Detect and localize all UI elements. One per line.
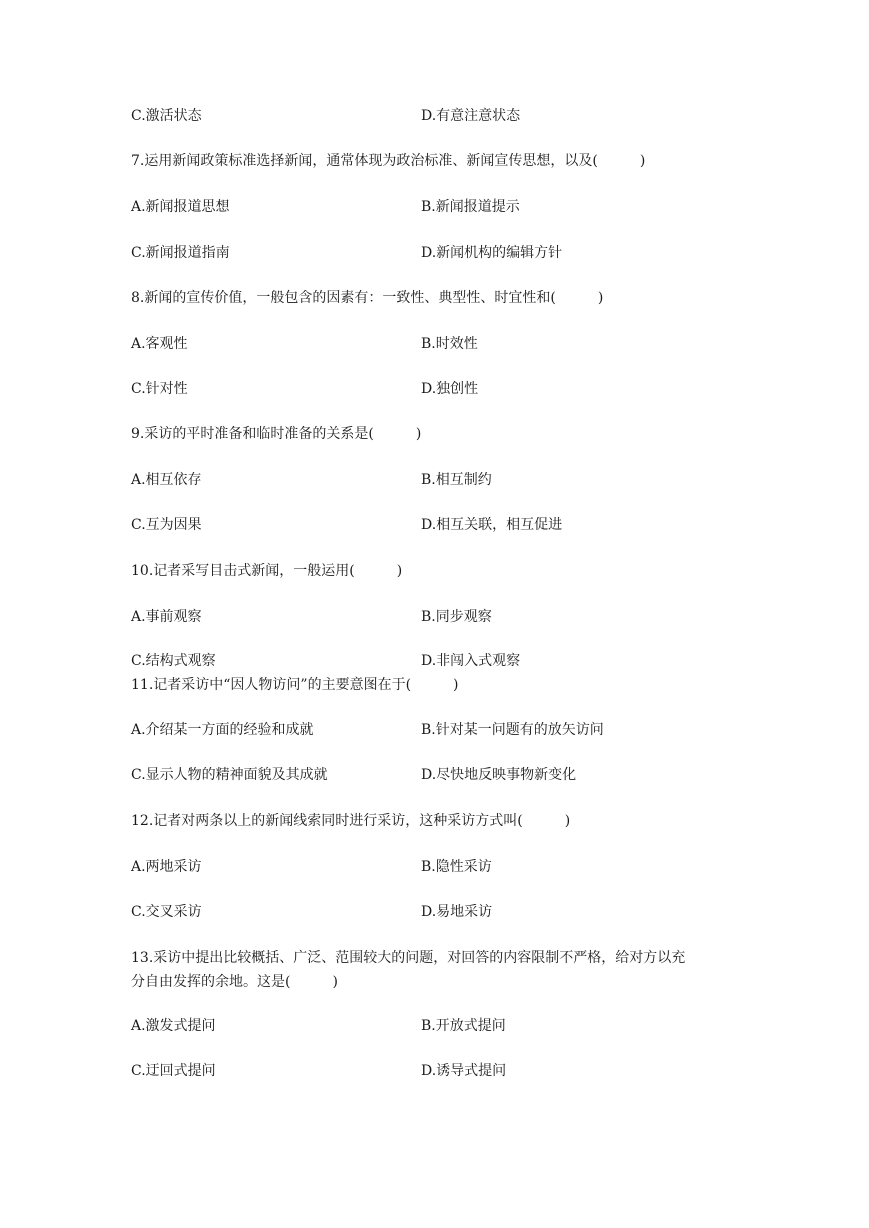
q8-option-b: B.时效性 <box>421 336 478 352</box>
q9-option-c: C.互为因果 <box>131 517 202 533</box>
q10-option-a: A.事前观察 <box>131 609 202 625</box>
q9-option-b: B.相互制约 <box>421 472 492 488</box>
q12-option-c: C.交叉采访 <box>131 904 202 920</box>
q13-stem-line2: 分自由发挥的余地。这是( ) <box>131 974 338 990</box>
q13-option-d: D.诱导式提问 <box>421 1063 507 1079</box>
q12-option-a: A.两地采访 <box>131 859 202 875</box>
q11-option-a: A.介绍某一方面的经验和成就 <box>131 722 314 738</box>
q11-option-b: B.针对某一问题有的放矢访问 <box>421 722 604 738</box>
q13-option-b: B.开放式提问 <box>421 1018 506 1034</box>
q7-option-b: B.新闻报道提示 <box>421 199 520 215</box>
q10-option-d: D.非闯入式观察 <box>421 653 521 669</box>
q7-option-a: A.新闻报道思想 <box>131 199 230 215</box>
q10-option-b: B.同步观察 <box>421 609 492 625</box>
q7-option-d: D.新闻机构的编辑方针 <box>421 245 563 261</box>
q8-option-c: C.针对性 <box>131 381 188 397</box>
q11-option-c: C.显示人物的精神面貌及其成就 <box>131 767 328 783</box>
q13-option-a: A.激发式提问 <box>131 1018 216 1034</box>
q6-option-d: D.有意注意状态 <box>421 108 521 124</box>
q12-option-b: B.隐性采访 <box>421 859 492 875</box>
q10-option-c: C.结构式观察 <box>131 653 216 669</box>
q11-stem: 11.记者采访中“因人物访问”的主要意图在于( ) <box>131 677 459 693</box>
q9-option-a: A.相互依存 <box>131 472 202 488</box>
q9-stem: 9.采访的平时准备和临时准备的关系是( ) <box>131 426 422 442</box>
q7-option-c: C.新闻报道指南 <box>131 245 230 261</box>
q7-stem: 7.运用新闻政策标准选择新闻，通常体现为政治标准、新闻宣传思想，以及( ) <box>131 153 646 169</box>
q12-stem: 12.记者对两条以上的新闻线索同时进行采访，这种采访方式叫( ) <box>131 813 571 829</box>
q10-stem: 10.记者采写目击式新闻，一般运用( ) <box>131 563 403 579</box>
q11-option-d: D.尽快地反映事物新变化 <box>421 767 577 783</box>
q12-option-d: D.易地采访 <box>421 904 493 920</box>
q8-option-a: A.客观性 <box>131 336 188 352</box>
q9-option-d: D.相互关联，相互促进 <box>421 517 563 533</box>
q8-stem: 8.新闻的宣传价值，一般包含的因素有：一致性、典型性、时宜性和( ) <box>131 290 604 306</box>
q13-stem-line1: 13.采访中提出比较概括、广泛、范围较大的问题，对回答的内容限制不严格，给对方以充 <box>131 950 686 966</box>
q13-option-c: C.迂回式提问 <box>131 1063 216 1079</box>
q6-option-c: C.激活状态 <box>131 108 202 124</box>
q8-option-d: D.独创性 <box>421 381 479 397</box>
